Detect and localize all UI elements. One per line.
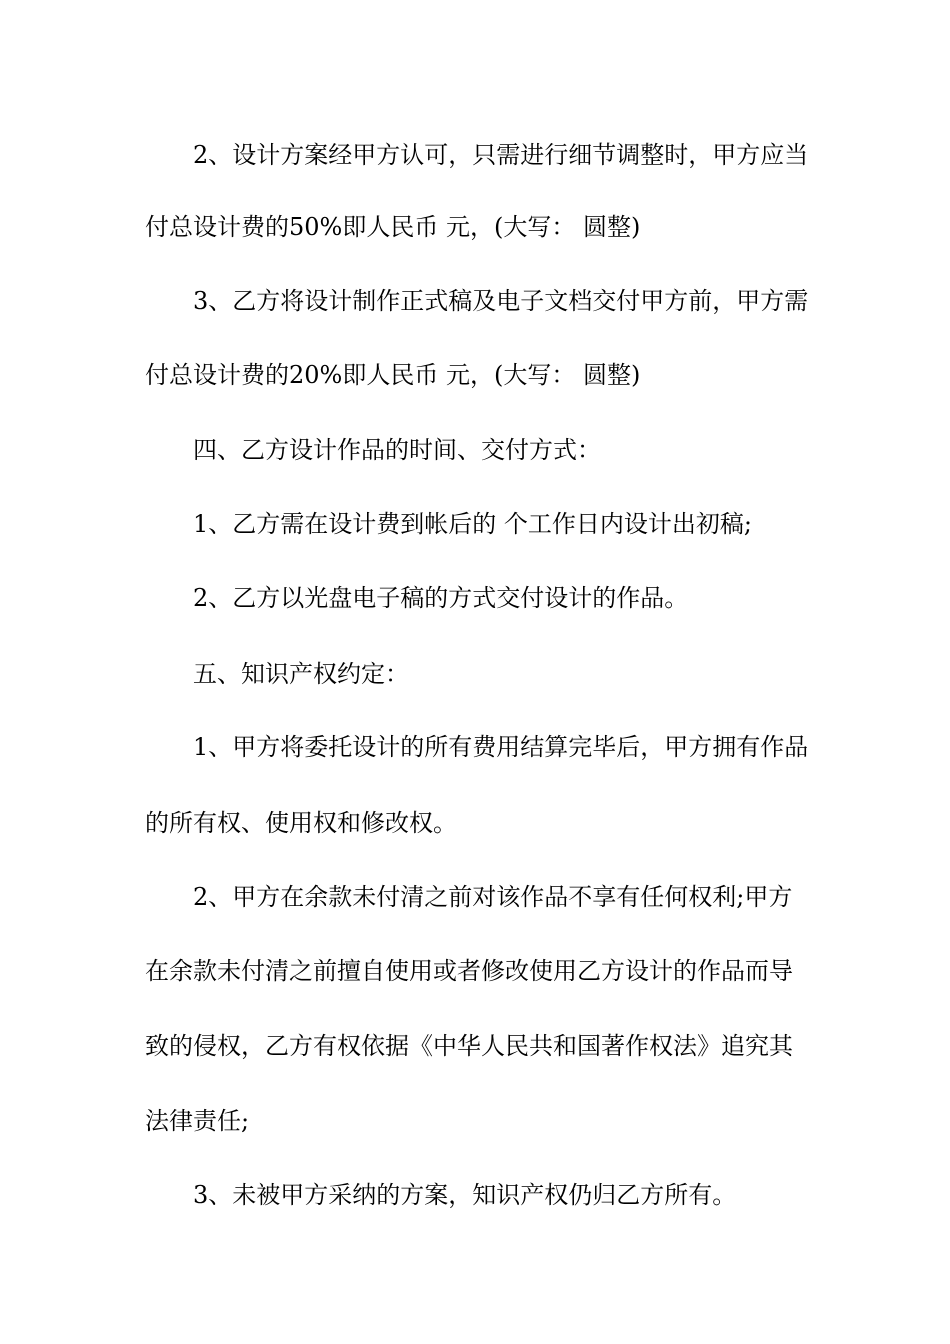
section-heading: 五、知识产权约定： (193, 660, 409, 688)
paragraph-line: 2、设计方案经甲方认可，只需进行细节调整时，甲方应当 (193, 141, 809, 169)
paragraph-line: 在余款未付清之前擅自使用或者修改使用乙方设计的作品而导 (145, 957, 793, 985)
paragraph-line: 1、甲方将委托设计的所有费用结算完毕后，甲方拥有作品 (193, 733, 809, 761)
paragraph-line: 付总设计费的20%即人民币 元，(大写： 圆整) (145, 361, 641, 389)
paragraph-line: 1、乙方需在设计费到帐后的 个工作日内设计出初稿; (193, 510, 752, 538)
paragraph-line: 2、乙方以光盘电子稿的方式交付设计的作品。 (193, 584, 689, 612)
paragraph-line: 付总设计费的50%即人民币 元，(大写： 圆整) (145, 213, 641, 241)
paragraph-line: 的所有权、使用权和修改权。 (145, 809, 457, 837)
paragraph-line: 3、乙方将设计制作正式稿及电子文档交付甲方前，甲方需 (193, 287, 809, 315)
paragraph-line: 2、甲方在余款未付清之前对该作品不享有任何权利;甲方 (193, 883, 793, 911)
section-heading: 四、乙方设计作品的时间、交付方式： (193, 436, 601, 464)
paragraph-line: 3、未被甲方采纳的方案，知识产权仍归乙方所有。 (193, 1181, 737, 1209)
paragraph-line: 致的侵权，乙方有权依据《中华人民共和国著作权法》追究其 (145, 1032, 793, 1060)
paragraph-line: 法律责任; (145, 1107, 250, 1135)
